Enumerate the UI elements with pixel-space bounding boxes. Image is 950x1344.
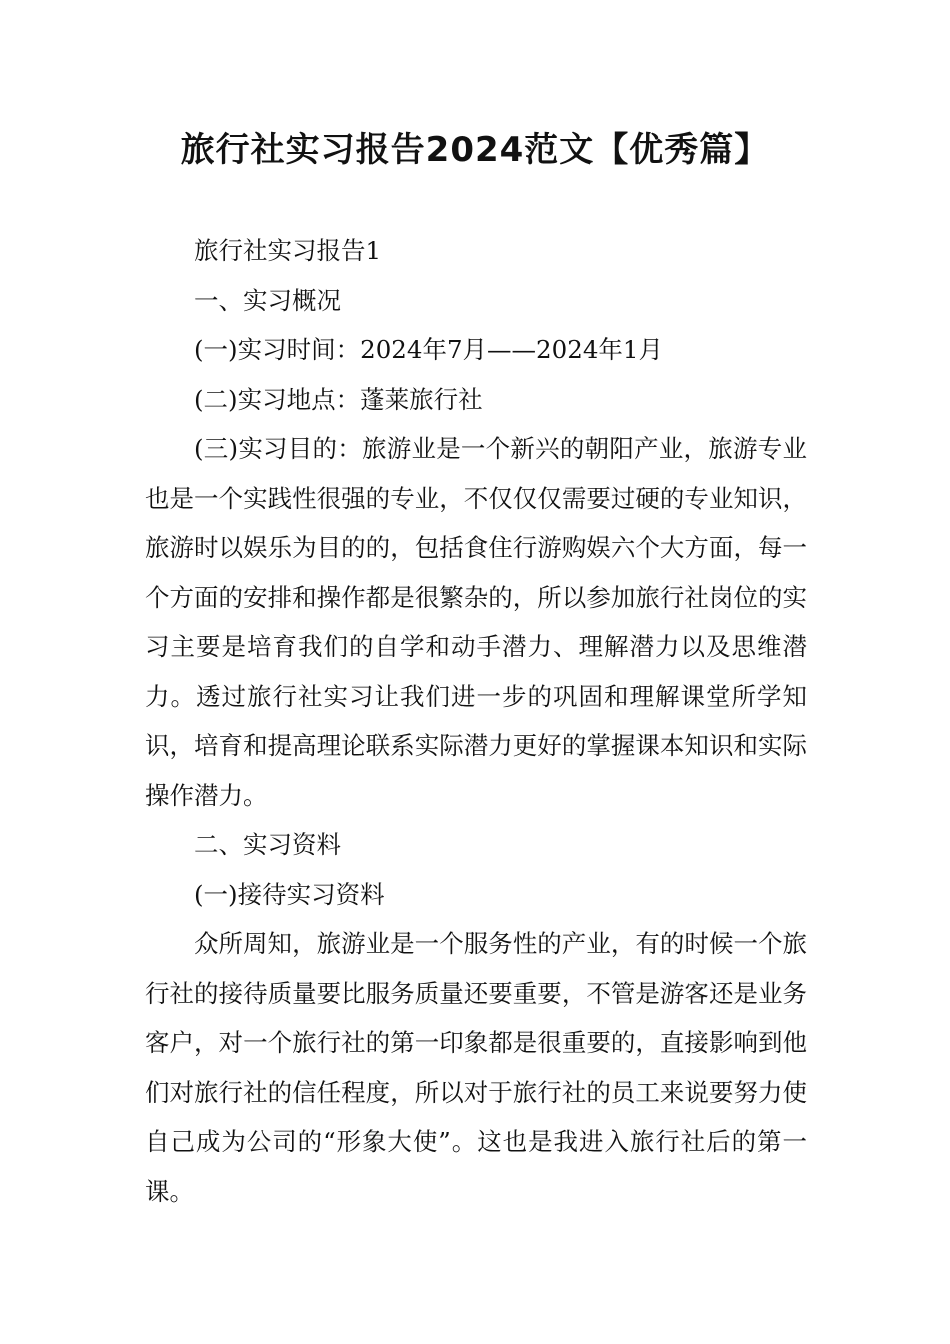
internship-purpose-paragraph: (三)实习目的：旅游业是一个新兴的朝阳产业，旅游专业也是一个实践性很强的专业，不仅仅仅需要过硬的专业知识，旅游时以娱乐为目的的，包括食住行游购娱六个大方面，每一个方面的安排和操作都是很繁杂的，所以参加旅行社岗位的实习主要是培育我们的自学和动手潜力、理解潜力以及思维潜力。透过旅行社实习让我们进一步的巩固和理解课堂所学知识，培育和提高理论联系实际潜力更好的掌握课本知识和实际操作潜力。 — [145, 434, 807, 810]
document-body — [145, 226, 807, 1216]
internship-location: (二)实习地点：蓬莱旅行社 — [194, 384, 483, 414]
reception-paragraph: 众所周知，旅游业是一个服务性的产业，有的时候一个旅行社的接待质量要比服务质量还要重要，不管是游客还是业务客户，对一个旅行社的第一印象都是很重要的，直接影响到他们对旅行社的信任程度，所以对于旅行社的员工来说要努力使自己成为公司的“形象大使”。这也是我进入旅行社后的第一课。 — [145, 929, 807, 1206]
document-title: 旅行社实习报告2024范文【优秀篇】 — [180, 130, 770, 170]
section-heading-overview: 一、实习概况 — [194, 285, 341, 315]
subsection-heading-reception: (一)接待实习资料 — [194, 879, 385, 909]
section-heading-content: 二、实习资料 — [194, 830, 341, 859]
report-subtitle: 旅行社实习报告1 — [194, 236, 382, 265]
internship-time: (一)实习时间：2024年7月——2024年1月 — [194, 335, 663, 364]
